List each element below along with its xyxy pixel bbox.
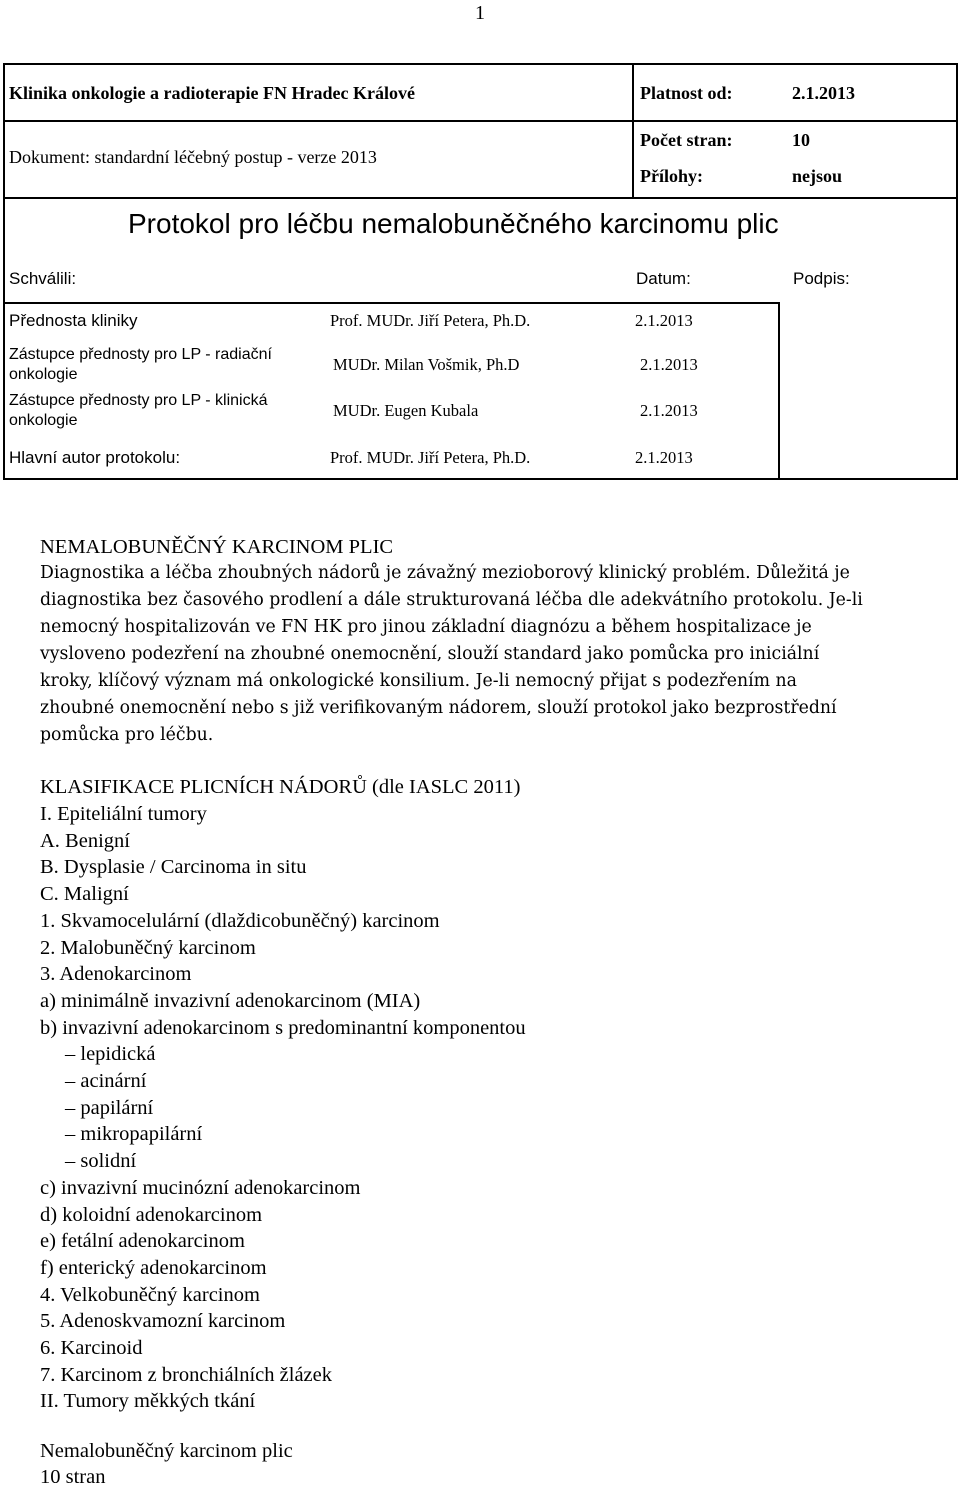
list-item: b) invazivní adenokarcinom s predominantní komponentou — [40, 1016, 526, 1039]
divider — [632, 63, 634, 198]
validity-value: 2.1.2013 — [792, 83, 855, 103]
date-label: Datum: — [636, 269, 691, 288]
pages-label: Počet stran: — [640, 130, 733, 150]
list-item: – lepidická — [65, 1043, 156, 1066]
section-heading: NEMALOBUNĚČNÝ KARCINOM PLIC — [40, 536, 394, 558]
list-item: – acinární — [65, 1070, 147, 1092]
divider — [3, 120, 958, 122]
approval-date: 2.1.2013 — [640, 355, 698, 374]
footer-title: Nemalobuněčný karcinom plic — [40, 1440, 293, 1462]
list-item: 7. Karcinom z bronchiálních žlázek — [40, 1363, 332, 1386]
clinic-name: Klinika onkologie a radioterapie FN Hradec Králové — [9, 83, 415, 103]
list-item: 5. Adenoskvamozní karcinom — [40, 1310, 286, 1333]
approved-label: Schválili: — [9, 269, 77, 288]
list-item: d) koloidní adenokarcinom — [40, 1203, 263, 1226]
divider — [3, 302, 780, 304]
protocol-title: Protokol pro léčbu nemalobuněčného karcinomu plic — [128, 208, 779, 239]
list-item: 2. Malobuněčný karcinom — [40, 936, 256, 959]
divider — [3, 197, 958, 199]
footer-pages: 10 stran — [40, 1466, 106, 1488]
role: Hlavní autor protokolu: — [9, 448, 181, 467]
list-item: – papilární — [65, 1096, 154, 1119]
validity-label: Platnost od: — [640, 83, 733, 103]
paragraph-line: pomůcka pro léčbu. — [40, 725, 214, 745]
approval-date: 2.1.2013 — [635, 311, 693, 330]
approver-name: MUDr. Milan Vošmik, Ph.D — [333, 355, 520, 374]
list-item: 6. Karcinoid — [40, 1337, 143, 1359]
list-item: a) minimálně invazivní adenokarcinom (MIA) — [40, 989, 421, 1012]
list-item: A. Benigní — [40, 829, 130, 852]
list-item: C. Maligní — [40, 883, 129, 906]
approval-date: 2.1.2013 — [640, 401, 698, 420]
list-item: – mikropapilární — [65, 1123, 203, 1146]
attachments-value: nejsou — [792, 166, 843, 186]
approval-date: 2.1.2013 — [635, 448, 693, 467]
divider — [778, 302, 780, 480]
paragraph-line: diagnostika bez časového prodlení a dále strukturovaná léčba dle adekvátního protokolu. Je-li — [40, 590, 863, 610]
list-item: c) invazivní mucinózní adenokarcinom — [40, 1176, 361, 1199]
paragraph-line: zhoubné onemocnění nebo s již verifikovaným nádorem, slouží protokol jako bezprostřední — [40, 698, 837, 718]
list-item: f) enterický adenokarcinom — [40, 1256, 267, 1279]
pages-value: 10 — [792, 130, 810, 150]
list-item: II. Tumory měkkých tkání — [40, 1390, 256, 1413]
approver-name: Prof. MUDr. Jiří Petera, Ph.D. — [330, 311, 531, 330]
list-item: 3. Adenokarcinom — [40, 963, 192, 986]
list-item: 1. Skvamocelulární (dlaždicobuněčný) karcinom — [40, 909, 440, 932]
list-item: – solidní — [65, 1150, 137, 1173]
approver-name: MUDr. Eugen Kubala — [333, 401, 479, 420]
paragraph-line: vysloveno podezření na zhoubné onemocnění, slouží standard jako pomůcka pro iniciální — [40, 644, 820, 664]
document-label: Dokument: standardní léčebný postup - verze 2013 — [9, 147, 377, 167]
paragraph-line: Diagnostika a léčba zhoubných nádorů je závažný mezioborový klinický problém. Důležitá je — [40, 563, 850, 583]
list-item: B. Dysplasie / Carcinoma in situ — [40, 856, 307, 879]
paragraph-line: nemocný hospitalizován ve FN HK pro jinou základní diagnózu a během hospitalizace je — [40, 617, 812, 637]
paragraph-line: kroky, klíčový význam má onkologické konsilium. Je-li nemocný přijat s podezřením na — [40, 671, 797, 691]
list-item: e) fetální adenokarcinom — [40, 1230, 245, 1253]
signature-label: Podpis: — [793, 269, 850, 288]
role: Přednosta kliniky — [9, 311, 138, 330]
role: Zástupce přednosty pro LP - klinická onkologie — [9, 392, 268, 429]
role: Zástupce přednosty pro LP - radiační onkologie — [9, 346, 272, 383]
spacer — [3, 437, 958, 438]
list-item: 4. Velkobuněčný karcinom — [40, 1283, 260, 1306]
attachments-label: Přílohy: — [640, 166, 703, 186]
section-heading: KLASIFIKACE PLICNÍCH NÁDORŮ (dle IASLC 2011) — [40, 776, 521, 798]
page-number: 1 — [475, 2, 485, 24]
list-item: I. Epiteliální tumory — [40, 803, 207, 825]
approver-name: Prof. MUDr. Jiří Petera, Ph.D. — [330, 448, 531, 467]
